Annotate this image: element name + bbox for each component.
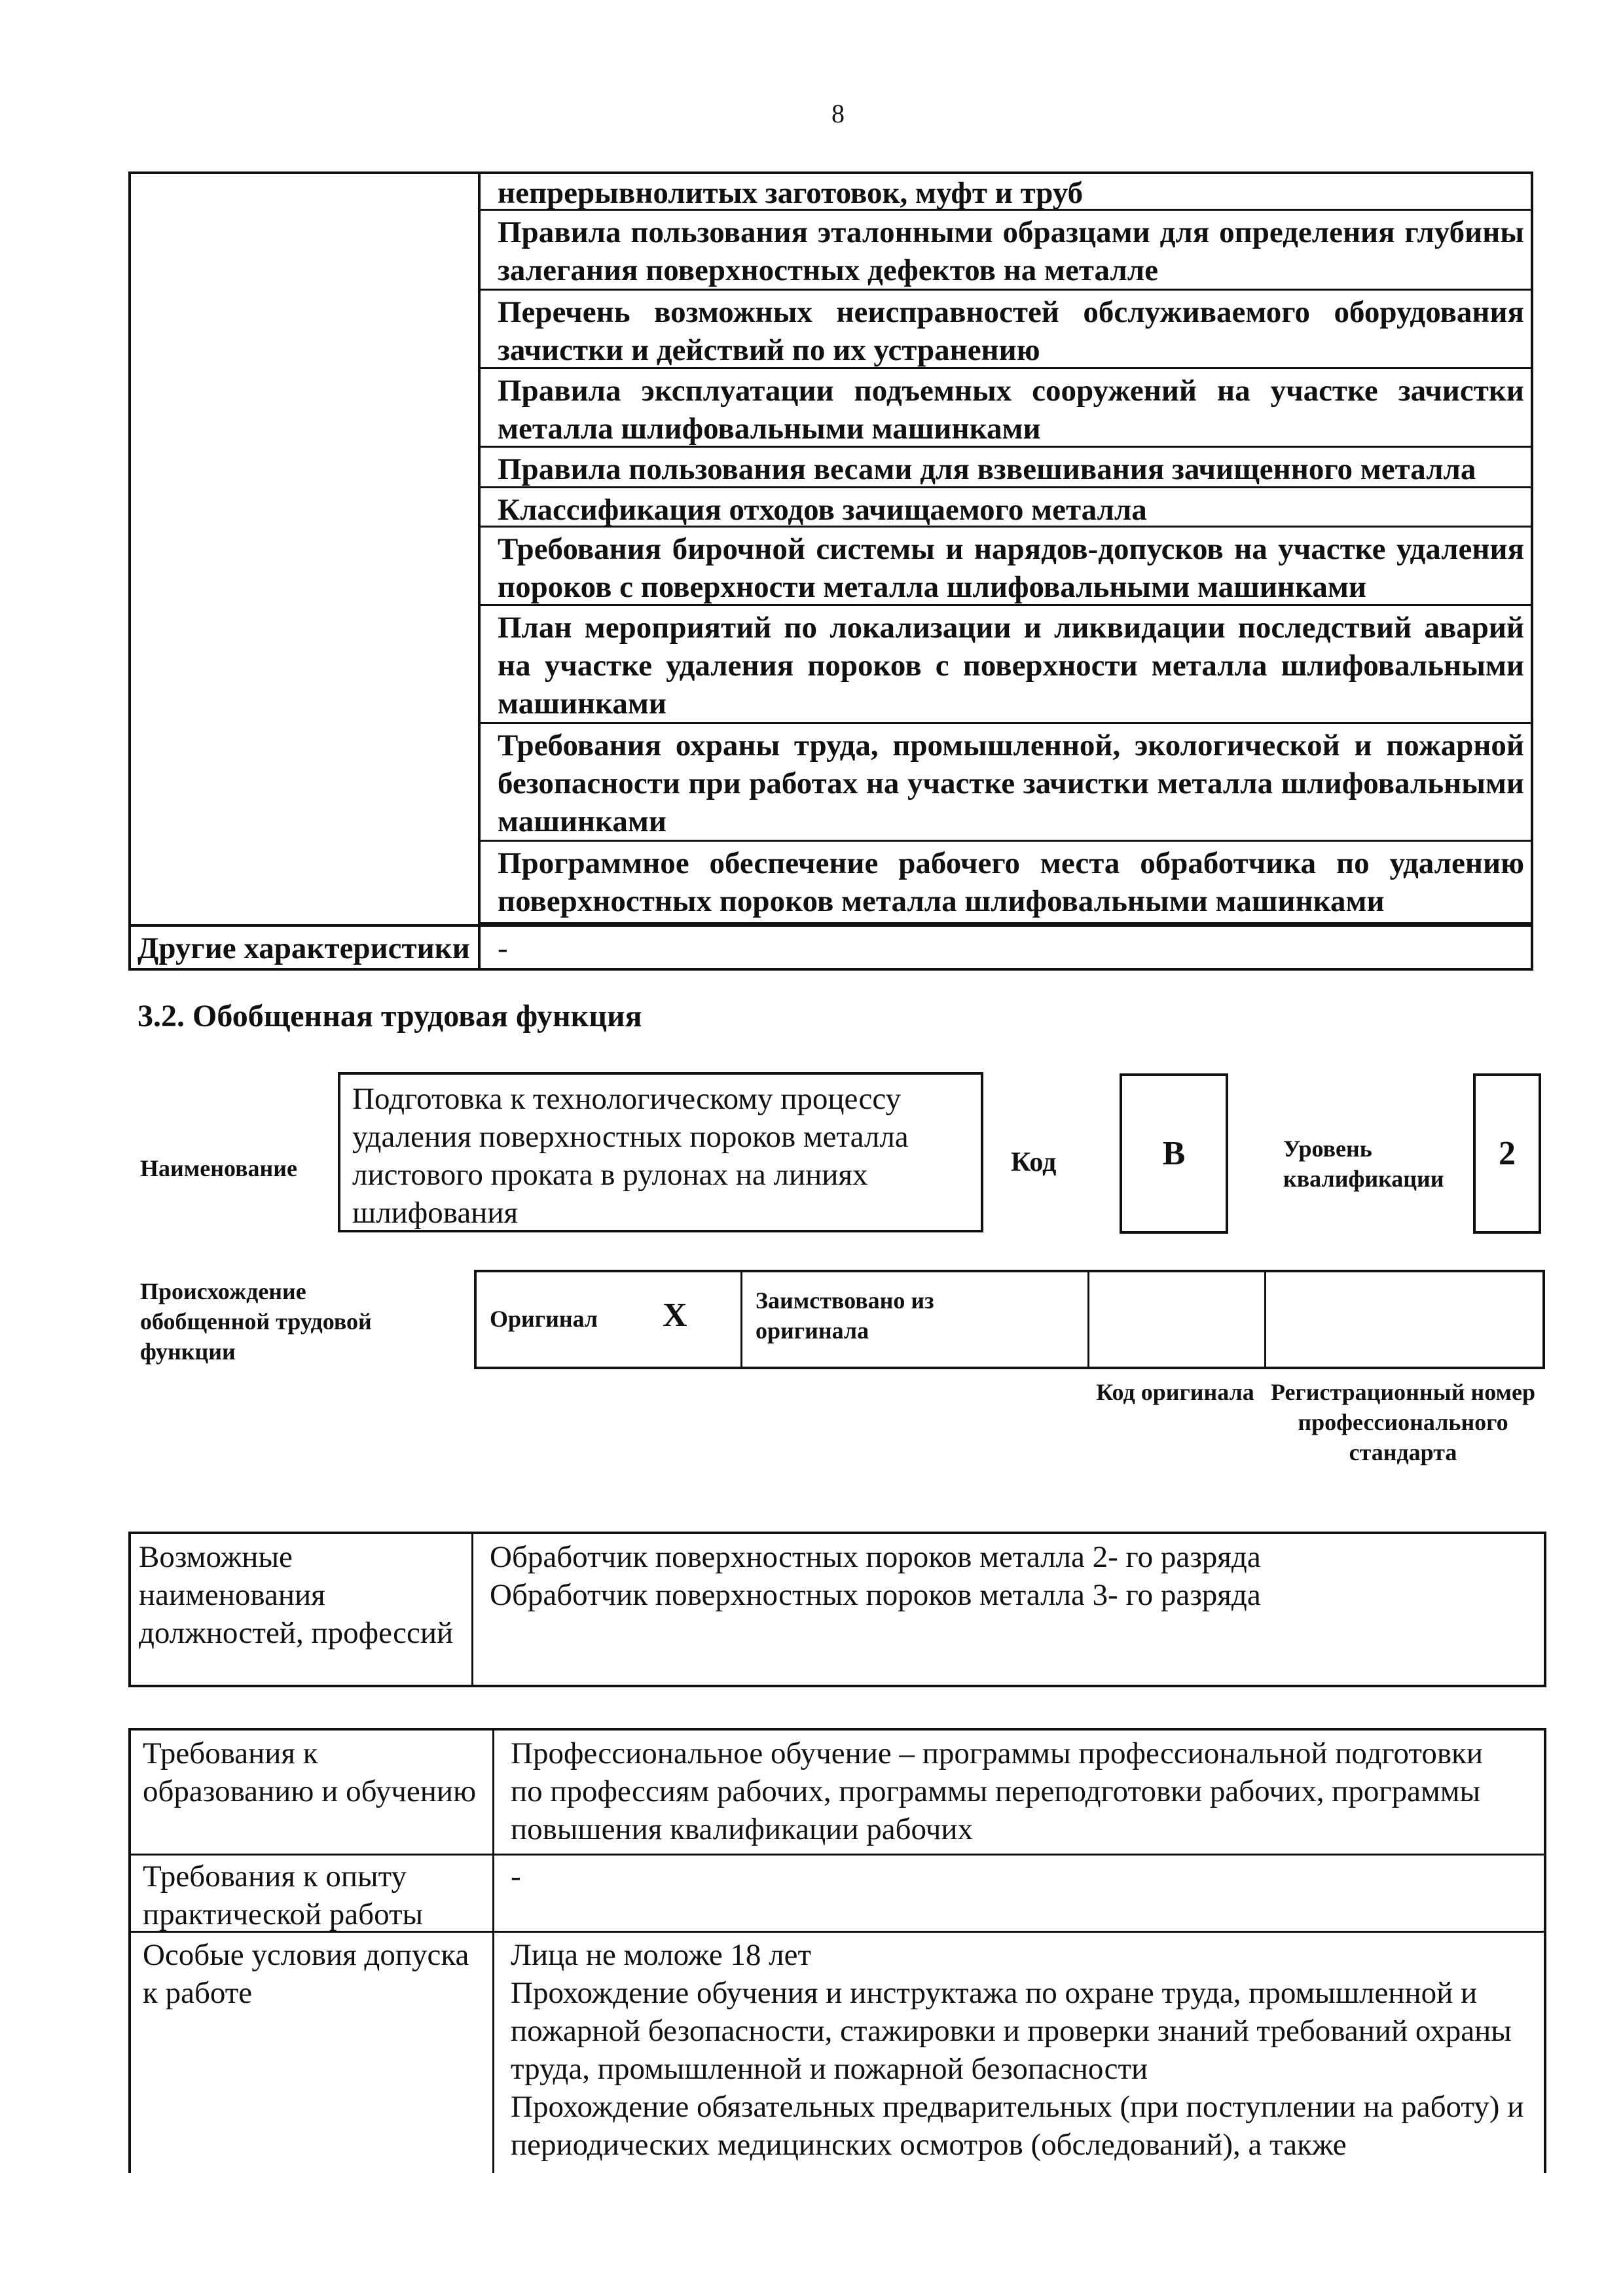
special-condition-item: Лица не моложе 18 лет <box>511 1938 812 1972</box>
code-box: B <box>1120 1073 1228 1234</box>
original-mark: X <box>663 1297 687 1334</box>
table-row: План мероприятий по локализации и ликвидации последствий аварий на участке удаления пороков с поверхности металла шлифовальными машинками <box>481 606 1533 724</box>
table-row: Правила эксплуатации подъемных сооружений на участке зачистки металла шлифовальными машинками <box>481 369 1533 448</box>
education-label: Требования к образованию и обучению <box>143 1736 477 1808</box>
table-row: Правила пользования весами для взвешивания зачищенного металла <box>481 448 1533 488</box>
position-item: Обработчик поверхностных пороков металла 2- го разряда <box>490 1540 1261 1574</box>
reg-number-caption: Регистрационный номер профессионального стандарта <box>1270 1379 1536 1465</box>
original-label: Оригинал <box>490 1306 598 1332</box>
other-characteristics-label: Другие характеристики <box>137 931 470 965</box>
table-divider <box>128 924 1533 927</box>
origin-cell-code <box>1089 1272 1266 1367</box>
table-row: Программное обеспечение рабочего места обработчика по удалению поверхностных пороков металла шлифовальными машинками <box>481 842 1533 924</box>
origin-cell-borrowed <box>742 1272 1089 1367</box>
table-divider <box>128 1854 1546 1856</box>
section-title: 3.2. Обобщенная трудовая функция <box>137 999 642 1033</box>
table-divider <box>492 1728 494 2173</box>
code-original-caption: Код оригинала <box>1096 1379 1254 1405</box>
table-row: Требования бирочной системы и нарядов-допусков на участке удаления пороков с поверхности металла шлифовальными машинками <box>481 528 1533 606</box>
special-condition-item: Прохождение обучения и инструктажа по охране труда, промышленной и пожарной безопасности, стажировки и проверки знаний требований охраны труда, промышленной и пожарной безопасности <box>511 1976 1512 2086</box>
origin-label: Происхождение обобщенной трудовой функции <box>140 1278 372 1365</box>
education-value: Профессиональное обучение – программы профессиональной подготовки по профессиям рабочих, программы переподготовки рабочих, программы повышения квалификации рабочих <box>511 1736 1484 1846</box>
code-label: Код <box>1011 1147 1057 1177</box>
experience-value: - <box>511 1859 521 1893</box>
table-row: Требования охраны труда, промышленной, экологической и пожарной безопасности при работах на участке зачистки металла шлифовальными машинками <box>481 724 1533 842</box>
level-box: 2 <box>1473 1073 1541 1234</box>
origin-cell-original <box>477 1272 742 1367</box>
special-conditions-label: Особые условия допуска к работе <box>143 1938 469 2010</box>
other-characteristics-value: - <box>498 931 508 965</box>
function-name-box: Подготовка к технологическому процессу удаления поверхностных пороков металла листового проката в рулонах на линиях шлифования <box>338 1072 983 1232</box>
level-label: Уровень квалификации <box>1283 1136 1444 1192</box>
table-row: Правила пользования эталонными образцами для определения глубины залегания поверхностных дефектов на металле <box>481 211 1533 291</box>
experience-label: Требования к опыту практической работы <box>143 1859 424 1931</box>
table-divider <box>471 1532 473 1687</box>
table-row: непрерывнолитых заготовок, муфт и труб <box>481 171 1533 211</box>
special-condition-item: Прохождение обязательных предварительных (при поступлении на работу) и периодических медицинских осмотров (обследований), а также <box>511 2090 1524 2162</box>
table-row: Классификация отходов зачищаемого металла <box>481 488 1533 528</box>
name-label: Наименование <box>140 1155 297 1181</box>
position-item: Обработчик поверхностных пороков металла 3- го разряда <box>490 1578 1261 1612</box>
origin-cell-reg <box>1266 1272 1545 1367</box>
borrowed-label: Заимствовано из оригинала <box>756 1287 934 1344</box>
table-row: Перечень возможных неисправностей обслуживаемого оборудования зачистки и действий по их устранению <box>481 291 1533 369</box>
origin-table <box>474 1270 1545 1369</box>
positions-label: Возможные наименования должностей, профессий <box>139 1540 454 1650</box>
page-number: 8 <box>831 99 845 128</box>
